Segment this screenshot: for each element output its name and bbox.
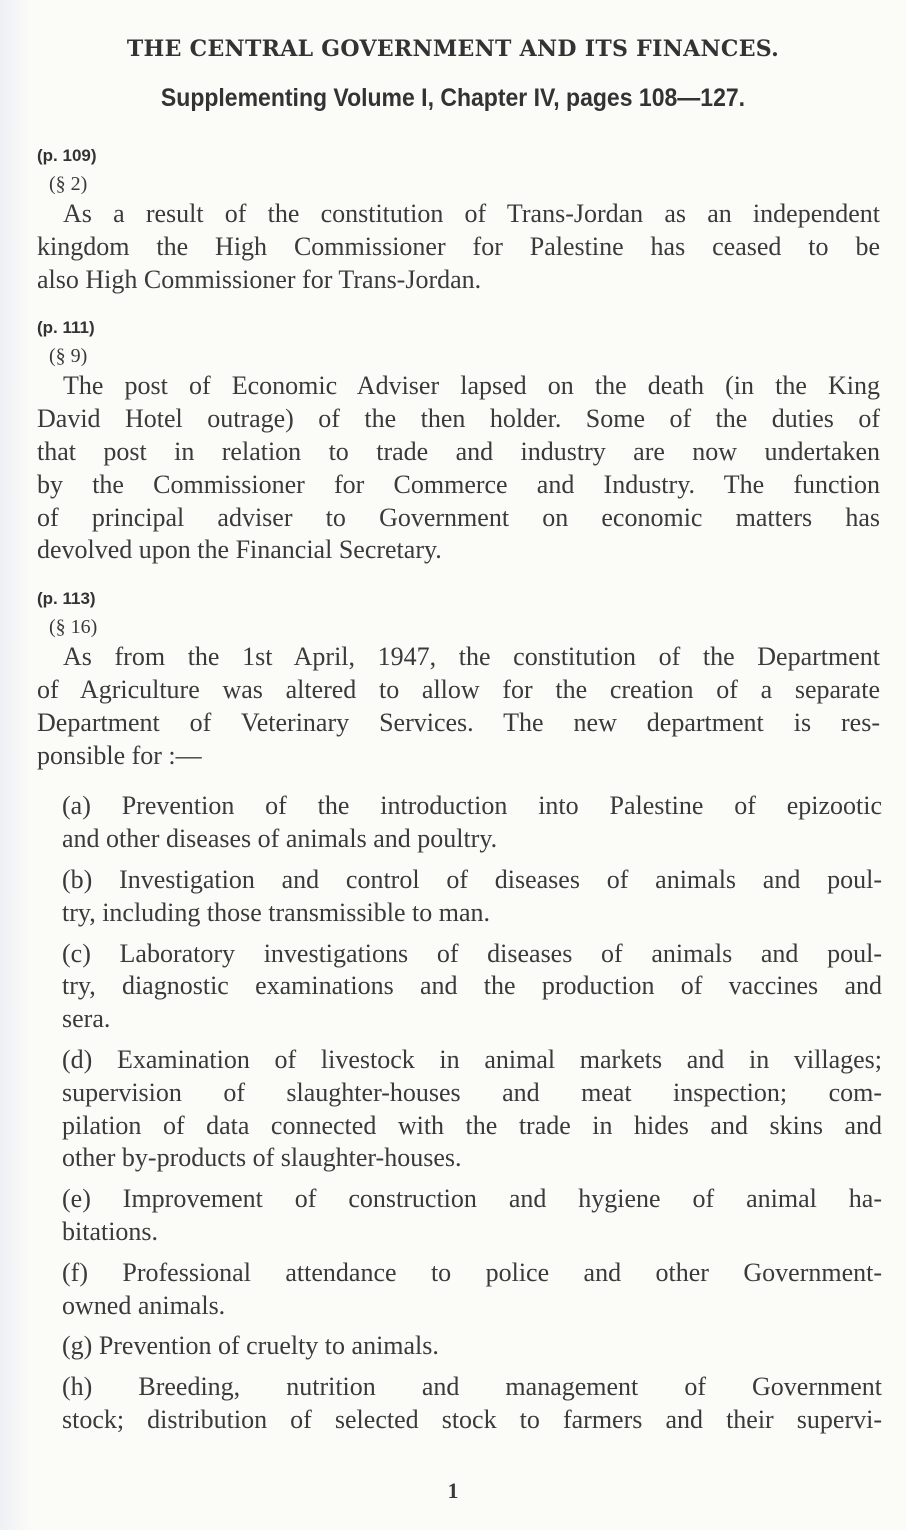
text-line: (f) Professional attendance to police and other Government- bbox=[62, 1257, 882, 1287]
paragraph bbox=[37, 198, 880, 296]
paragraph bbox=[37, 370, 880, 567]
list-item bbox=[62, 1044, 882, 1175]
text-line: try, diagnostic examinations and the production of vaccines and bbox=[62, 971, 882, 1001]
text-line: (c) Laboratory investigations of diseases of animals and poul- bbox=[62, 938, 882, 968]
text-line: other by-products of slaughter-houses. bbox=[62, 1143, 462, 1173]
text-line: that post in relation to trade and industry are now undertaken bbox=[37, 436, 880, 466]
text-line: David Hotel outrage) of the then holder. Some of the duties of bbox=[37, 404, 880, 434]
section bbox=[37, 314, 880, 567]
text-line: As a result of the constitution of Trans-Jordan as an independent bbox=[63, 199, 880, 228]
text-line: (b) Investigation and control of diseases of animals and poul- bbox=[62, 864, 882, 894]
page-reference: (p. 109) bbox=[37, 146, 97, 165]
text-line: try, including those transmissible to man. bbox=[62, 897, 490, 927]
section bbox=[37, 585, 880, 1437]
page-number: 1 bbox=[447, 1478, 459, 1503]
section bbox=[37, 142, 880, 296]
text-line: (d) Examination of livestock in animal markets and in villages; bbox=[62, 1044, 882, 1074]
text-line: supervision of slaughter-houses and meat inspection; com- bbox=[62, 1077, 882, 1107]
page-reference: (p. 111) bbox=[37, 318, 95, 338]
page-reference: (p. 113) bbox=[37, 589, 96, 609]
section-reference: (§ 9) bbox=[49, 345, 88, 368]
text-line: sera. bbox=[62, 1004, 111, 1034]
list-item bbox=[62, 938, 882, 1036]
text-line: bitations. bbox=[62, 1216, 159, 1246]
text-line: stock; distribution of selected stock to farmers and their supervi- bbox=[62, 1404, 882, 1434]
text-line: of principal adviser to Government on economic matters has bbox=[37, 502, 880, 532]
page-subtitle: Supplementing Volume I, Chapter IV, pages 108—127. bbox=[160, 84, 746, 112]
text-line: and other diseases of animals and poultry. bbox=[62, 824, 498, 854]
text-line: owned animals. bbox=[62, 1290, 226, 1320]
text-line: (h) Breeding, nutrition and management of Government bbox=[62, 1372, 882, 1402]
text-line: ponsible for :— bbox=[37, 740, 202, 770]
text-line: of Agriculture was altered to allow for the creation of a separate bbox=[37, 674, 880, 704]
list-item bbox=[62, 1183, 882, 1249]
list-item bbox=[62, 790, 882, 856]
text-line: (e) Improvement of construction and hygiene of animal ha- bbox=[62, 1184, 882, 1214]
section-reference: (§ 2) bbox=[49, 173, 88, 195]
text-line: also High Commissioner for Trans-Jordan. bbox=[37, 264, 482, 294]
text-line: devolved upon the Financial Secretary. bbox=[37, 535, 442, 565]
text-line: As from the 1st April, 1947, the constitution of the Department bbox=[63, 642, 880, 672]
text-line: by the Commissioner for Commerce and Industry. The function bbox=[37, 469, 880, 499]
paragraph bbox=[37, 641, 880, 772]
page-title: THE CENTRAL GOVERNMENT AND ITS FINANCES. bbox=[126, 36, 780, 62]
section-reference: (§ 16) bbox=[49, 616, 98, 639]
text-line: (a) Prevention of the introduction into Palestine of epizootic bbox=[62, 791, 882, 821]
text-line: kingdom the High Commissioner for Palestine has ceased to be bbox=[37, 231, 880, 261]
text-line: (g) Prevention of cruelty to animals. bbox=[62, 1331, 439, 1361]
text-line: The post of Economic Adviser lapsed on the death (in the King bbox=[63, 371, 880, 401]
list-item bbox=[62, 864, 882, 930]
list-item bbox=[62, 1371, 882, 1437]
text-line: Department of Veterinary Services. The new department is res- bbox=[37, 707, 880, 737]
scan-edge bbox=[0, 0, 30, 1530]
text-line: pilation of data connected with the trade in hides and skins and bbox=[62, 1110, 882, 1140]
document-body bbox=[37, 142, 880, 1445]
list-item bbox=[62, 1330, 882, 1363]
list-item bbox=[62, 1257, 882, 1323]
